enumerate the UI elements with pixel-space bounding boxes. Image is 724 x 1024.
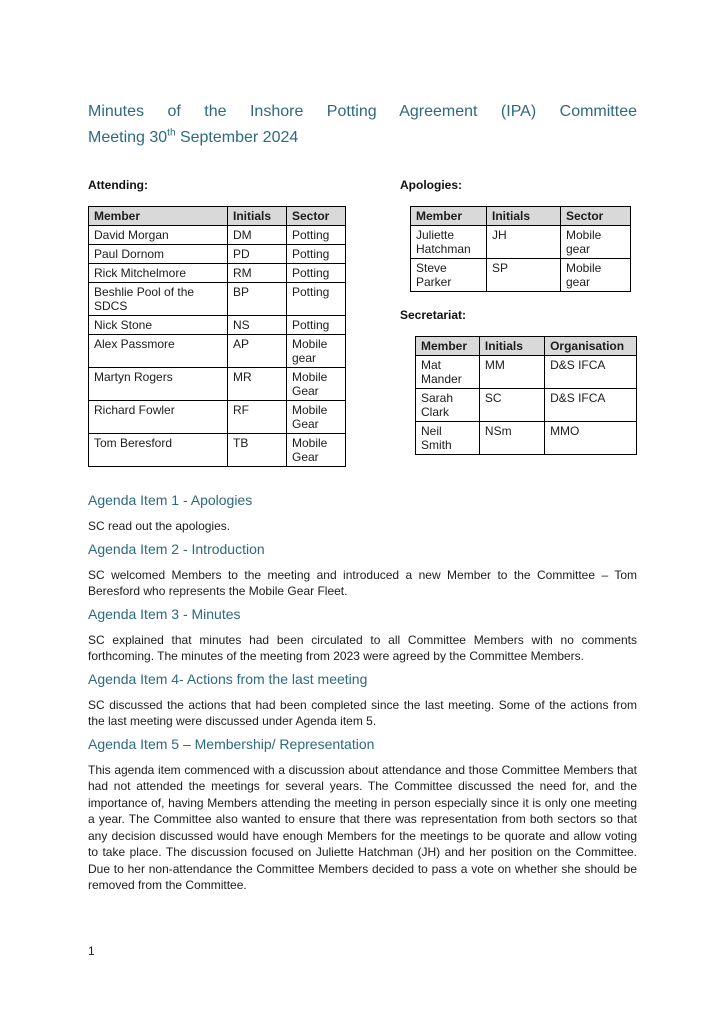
apologies-secretariat-column <box>400 178 637 467</box>
attending-label: Attending: <box>88 178 148 192</box>
table-cell: Neil Smith <box>416 422 480 455</box>
table-header-cell: Initials <box>487 207 561 226</box>
table-head <box>411 207 631 226</box>
table-cell: DM <box>228 226 287 245</box>
table-row <box>89 335 346 368</box>
table-cell: Mat Mander <box>416 356 480 389</box>
table-cell: PD <box>228 245 287 264</box>
table-row <box>416 356 637 389</box>
table-cell: Mobile gear <box>561 226 631 259</box>
table-cell: JH <box>487 226 561 259</box>
table-cell: Sarah Clark <box>416 389 480 422</box>
apologies-table <box>410 206 631 292</box>
attending-column <box>88 178 400 467</box>
agenda-item-2-body: SC welcomed Members to the meeting and introduced a new Member to the Committee – Tom Beresford who represents the Mobile Gear Fleet. <box>88 567 637 598</box>
table-cell: Beshlie Pool of the SDCS <box>89 283 228 316</box>
table-cell: D&S IFCA <box>545 356 637 389</box>
table-header-cell: Sector <box>287 207 346 226</box>
agenda-item-3-heading: Agenda Item 3 - Minutes <box>88 605 241 622</box>
table-cell: Nick Stone <box>89 316 228 335</box>
table-cell: Mobile Gear <box>287 368 346 401</box>
table-cell: Juliette Hatchman <box>411 226 487 259</box>
table-row <box>411 226 631 259</box>
document-title <box>88 99 637 151</box>
table-cell: Mobile gear <box>287 335 346 368</box>
agenda-item-2 <box>88 539 637 600</box>
title-line-1: Minutes of the Inshore Potting Agreement (IPA) Committee <box>88 103 637 120</box>
table-cell: TB <box>228 434 287 467</box>
table-cell: MR <box>228 368 287 401</box>
table-cell: RF <box>228 401 287 434</box>
table-cell: Potting <box>287 316 346 335</box>
table-header-cell: Sector <box>561 207 631 226</box>
table-header-row <box>416 337 637 356</box>
table-row <box>89 226 346 245</box>
ordinal-superscript: th <box>167 127 176 139</box>
agenda-item-4-body: SC discussed the actions that had been completed since the last meeting. Some of the actions from the last meeting were discussed under Agenda item 5. <box>88 697 637 728</box>
table-header-cell: Organisation <box>545 337 637 356</box>
secretariat-table <box>415 336 637 455</box>
table-row <box>411 259 631 292</box>
table-cell: Potting <box>287 283 346 316</box>
attendance-columns <box>88 178 637 467</box>
title-line-2 <box>88 125 637 151</box>
agenda-item-5-body: This agenda item commenced with a discussion about attendance and those Committee Members that had not attended the meetings for several years. The Committee discussed the need for, and the importance of, having Members attending the meeting in person especially since it is only one meeting a year. The Committee also wanted to ensure that there was representation from both sectors so that any decision discussed would have enough Members for the meetings to be quorate and allow voting to take place. The discussion focused on Juliette Hatchman (JH) and her position on the Committee. Due to her non-attendance the Committee Members decided to pass a vote on whether she should be removed from the Committee. <box>88 762 637 892</box>
table-cell: Mobile Gear <box>287 401 346 434</box>
agenda-item-1-body: SC read out the apologies. <box>88 519 231 533</box>
table-head <box>89 207 346 226</box>
secretariat-label: Secretariat: <box>400 308 467 322</box>
apologies-label: Apologies: <box>400 178 462 192</box>
table-cell: Alex Passmore <box>89 335 228 368</box>
table-body <box>411 226 631 292</box>
table-cell: Richard Fowler <box>89 401 228 434</box>
table-cell: NSm <box>479 422 544 455</box>
table-row <box>416 422 637 455</box>
table-cell: Potting <box>287 264 346 283</box>
table-header-cell: Member <box>89 207 228 226</box>
table-cell: MM <box>479 356 544 389</box>
table-cell: Tom Beresford <box>89 434 228 467</box>
table-header-row <box>411 207 631 226</box>
agenda-item-1-heading: Agenda Item 1 - Apologies <box>88 492 253 508</box>
table-header-cell: Initials <box>228 207 287 226</box>
table-cell: Rick Mitchelmore <box>89 264 228 283</box>
table-cell: AP <box>228 335 287 368</box>
table-cell: MMO <box>545 422 637 455</box>
table-header-row <box>89 207 346 226</box>
table-cell: Potting <box>287 245 346 264</box>
agenda-item-1 <box>88 490 637 535</box>
title-text: September 2024 <box>175 129 299 146</box>
table-row <box>89 316 346 335</box>
agenda-item-5-heading: Agenda Item 5 – Membership/ Representation <box>88 735 375 752</box>
table-cell: Mobile Gear <box>287 434 346 467</box>
table-row <box>89 264 346 283</box>
table-cell: Mobile gear <box>561 259 631 292</box>
table-cell: RM <box>228 264 287 283</box>
table-header-cell: Member <box>416 337 480 356</box>
table-row <box>89 245 346 264</box>
table-row <box>89 434 346 467</box>
attending-table <box>88 206 346 467</box>
table-cell: D&S IFCA <box>545 389 637 422</box>
page-number: 1 <box>88 944 95 958</box>
table-row <box>89 401 346 434</box>
table-header-cell: Initials <box>479 337 544 356</box>
table-body <box>89 226 346 467</box>
agenda-item-3-body: SC explained that minutes had been circulated to all Committee Members with no comments forthcoming. The minutes of the meeting from 2023 were agreed by the Committee Members. <box>88 632 637 663</box>
agenda-item-2-heading: Agenda Item 2 - Introduction <box>88 540 265 557</box>
table-head <box>416 337 637 356</box>
table-cell: NS <box>228 316 287 335</box>
table-cell: Martyn Rogers <box>89 368 228 401</box>
agenda-item-3 <box>88 604 637 665</box>
agenda-item-5 <box>88 734 637 894</box>
table-cell: Potting <box>287 226 346 245</box>
table-row <box>89 283 346 316</box>
table-cell: Steve Parker <box>411 259 487 292</box>
document-content <box>88 99 637 898</box>
table-row <box>416 389 637 422</box>
agenda-item-4 <box>88 669 637 730</box>
agenda-sections <box>88 490 637 894</box>
table-cell: BP <box>228 283 287 316</box>
table-body <box>416 356 637 455</box>
title-text: Meeting 30 <box>88 129 168 146</box>
agenda-item-4-heading: Agenda Item 4- Actions from the last meeting <box>88 670 368 687</box>
table-header-cell: Member <box>411 207 487 226</box>
table-row <box>89 368 346 401</box>
table-cell: SC <box>479 389 544 422</box>
table-cell: David Morgan <box>89 226 228 245</box>
table-cell: SP <box>487 259 561 292</box>
table-cell: Paul Dornom <box>89 245 228 264</box>
